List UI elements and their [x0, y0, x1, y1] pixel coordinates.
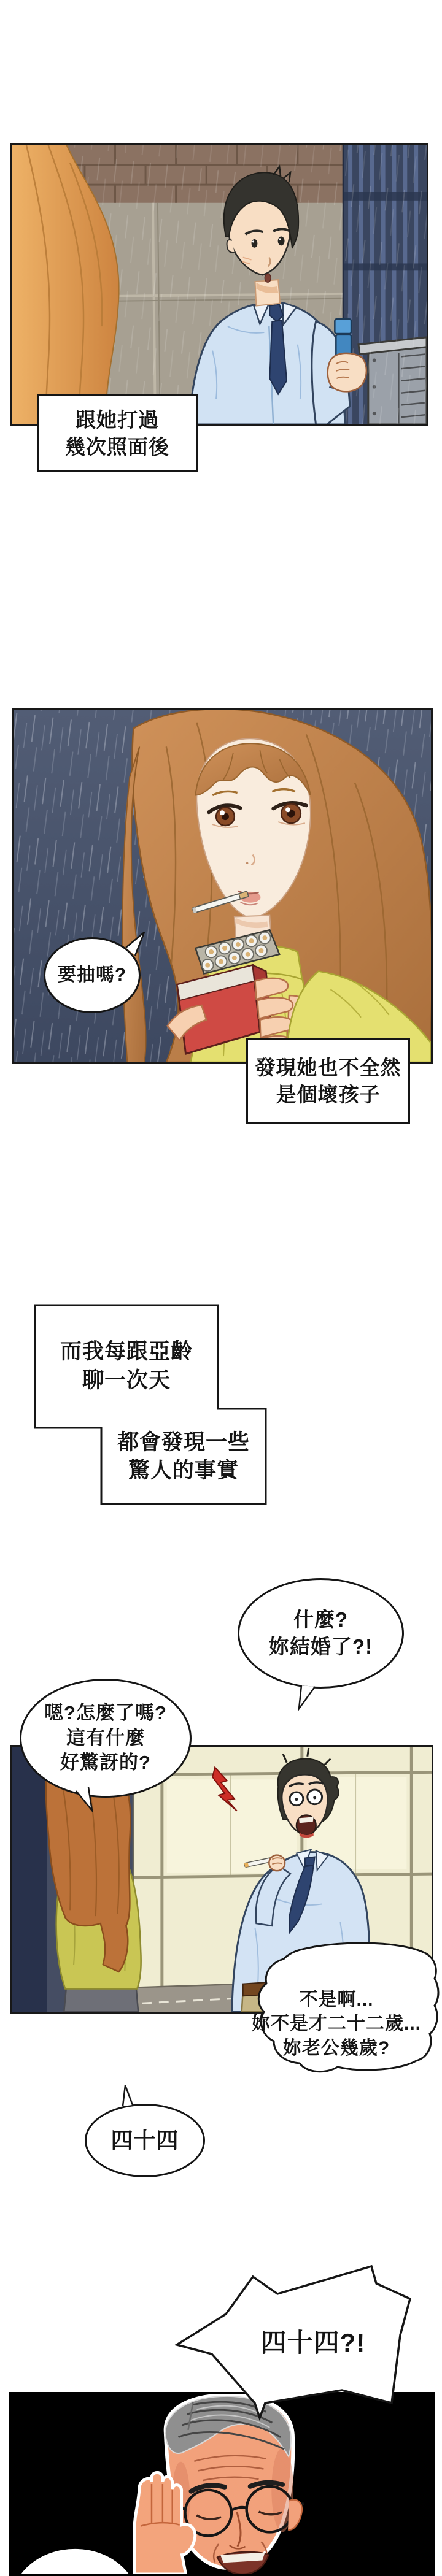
caption-discover	[246, 1038, 410, 1124]
bubble-noway-line3: 妳老公幾歲?	[282, 2037, 390, 2058]
bubble-what-line1: 什麼?	[293, 1608, 349, 1631]
bubble-fortyfour	[85, 2104, 205, 2177]
bubble-huh-line2: 這有什麼	[66, 1727, 145, 1749]
caption-meeting-line2: 幾次照面後	[65, 435, 169, 458]
lighter-icon	[335, 319, 351, 358]
caption-chat-line2: 聊一次天	[82, 1368, 171, 1392]
panel-alley-man	[10, 143, 428, 426]
caption-facts	[101, 1417, 266, 1497]
alley-scene-illustration	[12, 145, 427, 424]
bubble-shout-text: 四十四?!	[260, 2328, 366, 2358]
caption-discover-line2: 是個壞孩子	[276, 1083, 381, 1106]
bubble-noway-line2: 妳不是才二十二歲...	[251, 2014, 421, 2034]
bubble-huh-line1: 嗯?怎麼了嗎?	[44, 1701, 167, 1723]
bubble-offer-tail	[120, 927, 149, 959]
bubble-huh-tail	[70, 1782, 99, 1815]
caption-facts-line1: 都會發現一些	[117, 1430, 250, 1454]
bubble-shout	[221, 2315, 405, 2371]
caption-chat	[35, 1319, 218, 1414]
caption-chat-line1: 而我每跟亞齡	[60, 1340, 193, 1364]
bubble-noway	[241, 1960, 432, 2088]
bubble-huh	[20, 1679, 192, 1798]
bubble-fortyfour-tail	[117, 2082, 141, 2110]
bubble-huh-line3: 好驚訝的?	[60, 1752, 151, 1774]
bubble-what-tail	[293, 1681, 320, 1712]
caption-discover-line1: 發現她也不全然	[255, 1056, 401, 1079]
bubble-fortyfour-text: 四十四	[110, 2128, 179, 2153]
bubble-what-line2: 妳結婚了?!	[268, 1635, 373, 1658]
bubble-noway-line1: 不是啊...	[299, 1989, 374, 2010]
caption-facts-line2: 驚人的事實	[128, 1459, 239, 1482]
bubble-what	[238, 1578, 404, 1689]
caption-meeting	[37, 394, 198, 472]
caption-meeting-line1: 跟她打過	[76, 408, 159, 431]
bubble-offer-text: 要抽嗎?	[57, 965, 127, 986]
